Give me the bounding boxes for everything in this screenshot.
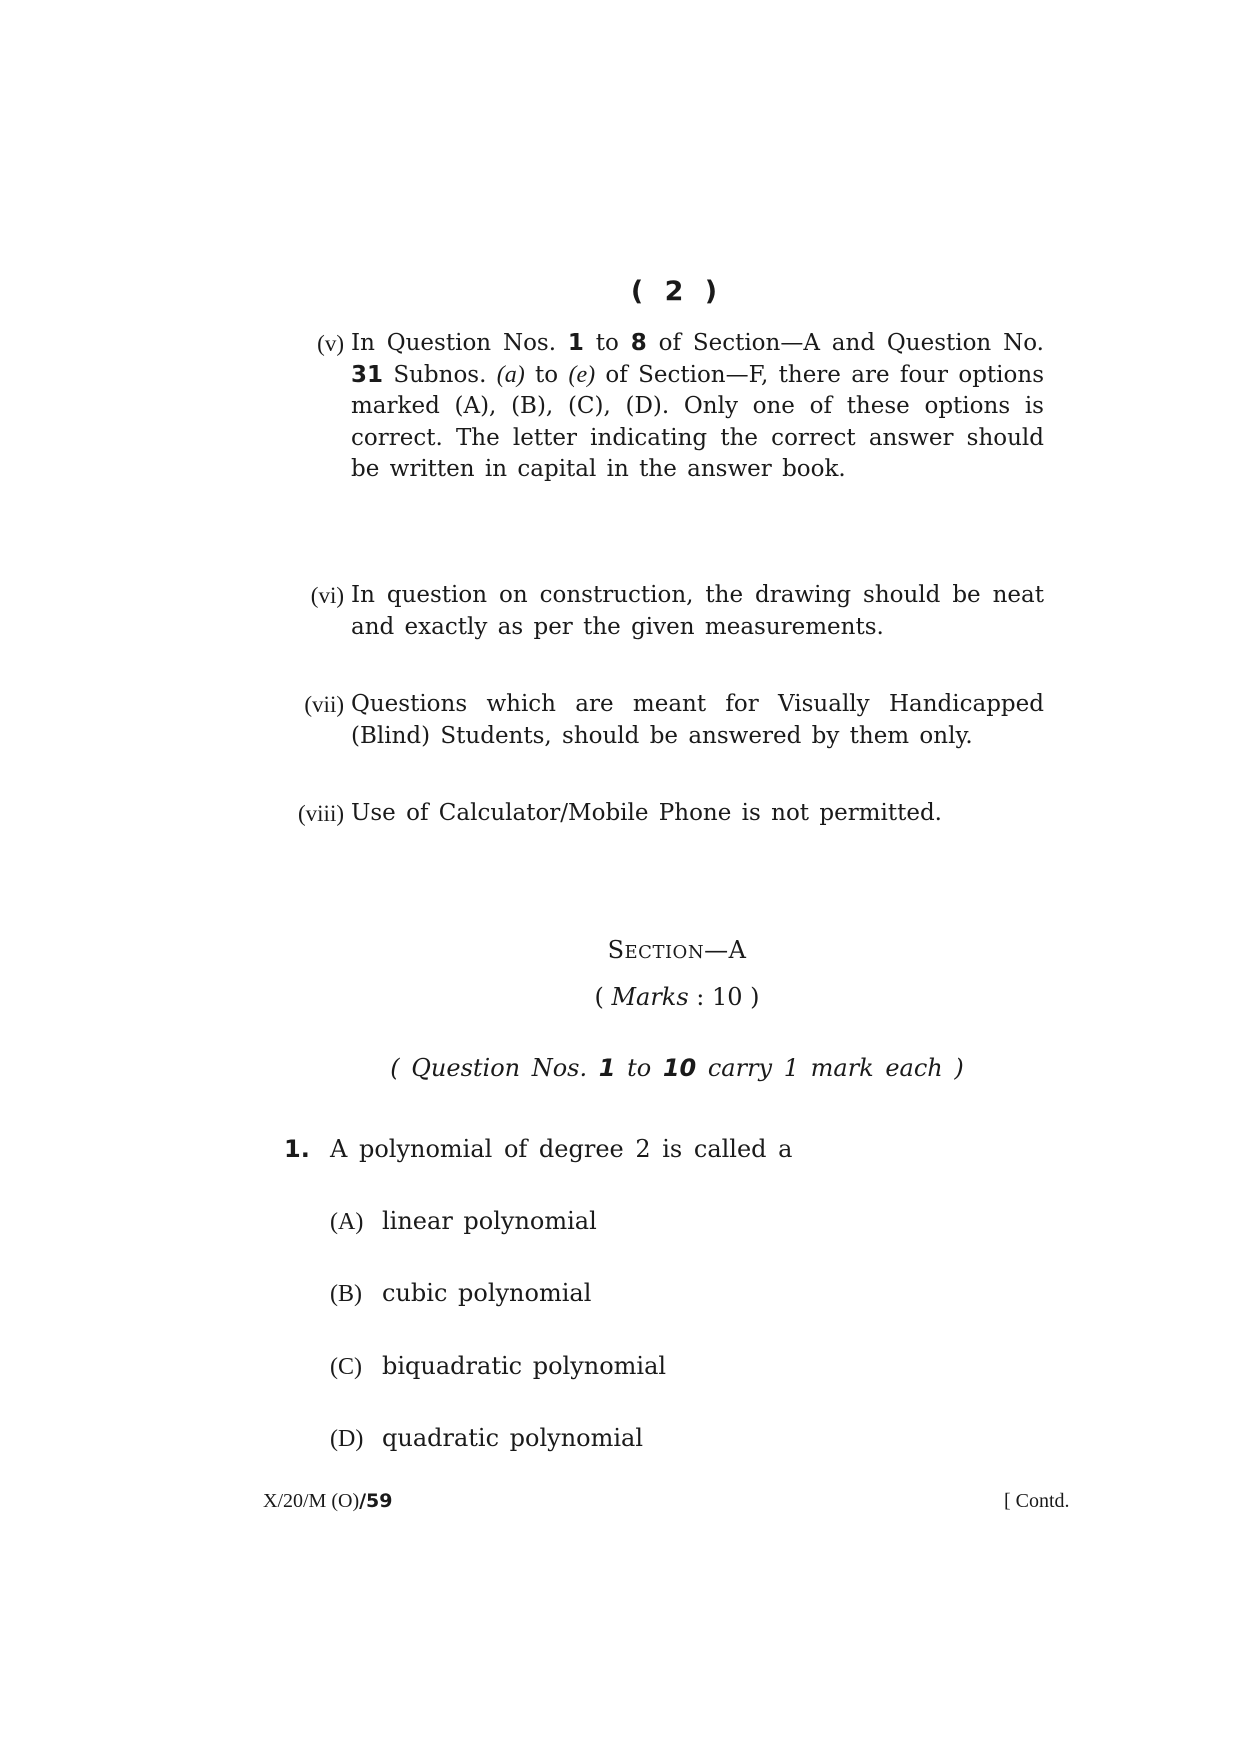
question-1	[284, 1135, 792, 1163]
option-d	[330, 1424, 643, 1453]
option-label: (C)	[330, 1354, 362, 1380]
instruction-v	[288, 328, 1044, 486]
instruction-vi	[288, 580, 1044, 643]
question-text: A polynomial of degree 2 is called a	[330, 1135, 793, 1163]
option-text: linear polynomial	[382, 1207, 597, 1235]
instruction-number: (v)	[317, 331, 344, 356]
section-carry-note: ( Question Nos. 1 to 10 carry 1 mark each )	[390, 1054, 964, 1082]
section-title: SECTION—A	[607, 936, 747, 964]
instruction-number: (vi)	[310, 583, 344, 608]
option-label: (B)	[330, 1281, 362, 1307]
paper-code: X/20/M (O)/59	[263, 1490, 393, 1512]
option-text: biquadratic polynomial	[382, 1352, 667, 1380]
option-a	[330, 1207, 597, 1236]
continued-note: [ Contd.	[1004, 1490, 1070, 1512]
instruction-text: Questions which are meant for Visually Handicapped (Blind) Students, should be answered by them only.	[351, 691, 1044, 749]
option-b	[330, 1279, 591, 1308]
instruction-text: In question on construction, the drawing should be neat and exactly as per the given measurements.	[351, 582, 1044, 640]
instruction-text: Use of Calculator/Mobile Phone is not permitted.	[351, 800, 942, 826]
option-label: (A)	[330, 1209, 364, 1235]
option-c	[330, 1352, 666, 1381]
option-text: quadratic polynomial	[382, 1424, 644, 1452]
instruction-text: In Question Nos. 1 to 8 of Section—A and Question No. 31 Subnos. (a) to (e) of Section—F, there are four options marked (A), (B), (C), (D). Only one of these options is correct. The letter indicating the correct answer should be written in capital in the answer book.	[351, 330, 1044, 482]
section-marks: ( Marks : 10 )	[594, 983, 760, 1011]
instruction-viii	[288, 798, 1044, 830]
option-label: (D)	[330, 1426, 364, 1452]
page-number: ( 2 )	[630, 276, 724, 307]
instruction-vii	[288, 689, 1044, 752]
instruction-number: (viii)	[298, 801, 344, 826]
instruction-number: (vii)	[304, 692, 344, 717]
option-text: cubic polynomial	[382, 1279, 592, 1307]
question-number: 1.	[284, 1135, 310, 1163]
